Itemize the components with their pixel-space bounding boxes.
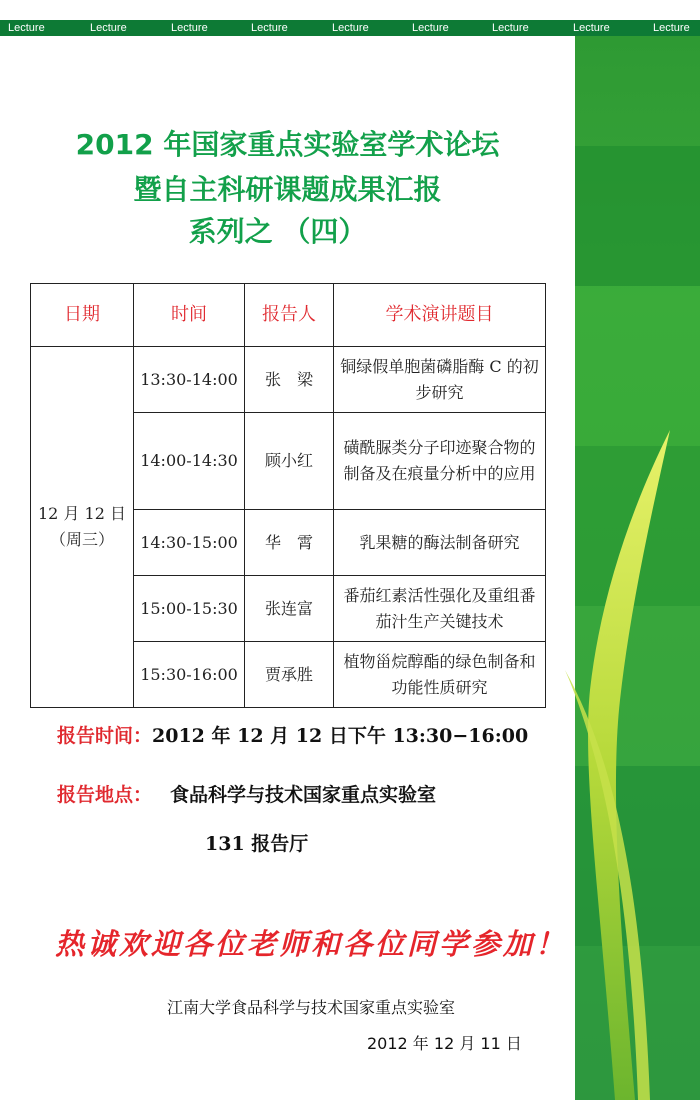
title-line-2: 暨自主科研课题成果汇报 <box>133 173 442 206</box>
report-time-value: 2012 年 12 月 12 日下午 13:30−16:00 <box>152 725 529 747</box>
topic-cell: 乳果糖的酶法制备研究 <box>334 510 546 576</box>
strip-label: Lecture <box>573 22 610 34</box>
table-header-row <box>31 284 546 347</box>
strip-label: Lecture <box>171 22 208 34</box>
topic-cell: 磺酰脲类分子印迹聚合物的制备及在痕量分析中的应用 <box>334 413 546 510</box>
strip-label: Lecture <box>653 22 690 34</box>
header-strip <box>0 20 700 36</box>
header-date: 日期 <box>31 284 134 347</box>
strip-label: Lecture <box>90 22 127 34</box>
report-time-label: 报告时间： <box>57 725 153 747</box>
topic-cell: 植物甾烷醇酯的绿色制备和功能性质研究 <box>334 642 546 708</box>
header-topic: 学术演讲题目 <box>334 284 546 347</box>
time-cell: 14:30-15:00 <box>134 510 245 576</box>
header-time: 时间 <box>134 284 245 347</box>
report-place-room: 131 报告厅 <box>205 833 309 855</box>
speaker-cell: 张 梁 <box>245 347 334 413</box>
table-row <box>31 347 546 413</box>
welcome-message: 热诚欢迎各位老师和各位同学参加！ <box>55 927 568 961</box>
time-cell: 13:30-14:00 <box>134 347 245 413</box>
report-place <box>57 780 436 807</box>
organizer-name: 江南大学食品科学与技术国家重点实验室 <box>167 998 456 1017</box>
speaker-cell: 贾承胜 <box>245 642 334 708</box>
leaf-swoosh-graphic <box>560 430 700 1100</box>
time-cell: 14:00-14:30 <box>134 413 245 510</box>
report-time <box>57 721 528 748</box>
report-place-label: 报告地点： <box>57 784 153 806</box>
speaker-cell: 顾小红 <box>245 413 334 510</box>
schedule-table <box>30 283 546 708</box>
issue-date: 2012 年 12 月 11 日 <box>367 1034 522 1053</box>
strip-label: Lecture <box>332 22 369 34</box>
strip-label: Lecture <box>412 22 449 34</box>
topic-cell: 铜绿假单胞菌磷脂酶 C 的初步研究 <box>334 347 546 413</box>
speaker-cell: 华 霄 <box>245 510 334 576</box>
header-speaker: 报告人 <box>245 284 334 347</box>
speaker-cell: 张连富 <box>245 576 334 642</box>
strip-label: Lecture <box>492 22 529 34</box>
time-cell: 15:00-15:30 <box>134 576 245 642</box>
title-line-3: 系列之 （四） <box>188 215 367 248</box>
report-place-value: 食品科学与技术国家重点实验室 <box>170 784 437 806</box>
topic-cell: 番茄红素活性强化及重组番茄汁生产关键技术 <box>334 576 546 642</box>
strip-label: Lecture <box>8 22 45 34</box>
time-cell: 15:30-16:00 <box>134 642 245 708</box>
date-cell: 12 月 12 日 （周三） <box>31 347 134 708</box>
title-line-1: 2012 年国家重点实验室学术论坛 <box>75 128 500 161</box>
strip-label: Lecture <box>251 22 288 34</box>
